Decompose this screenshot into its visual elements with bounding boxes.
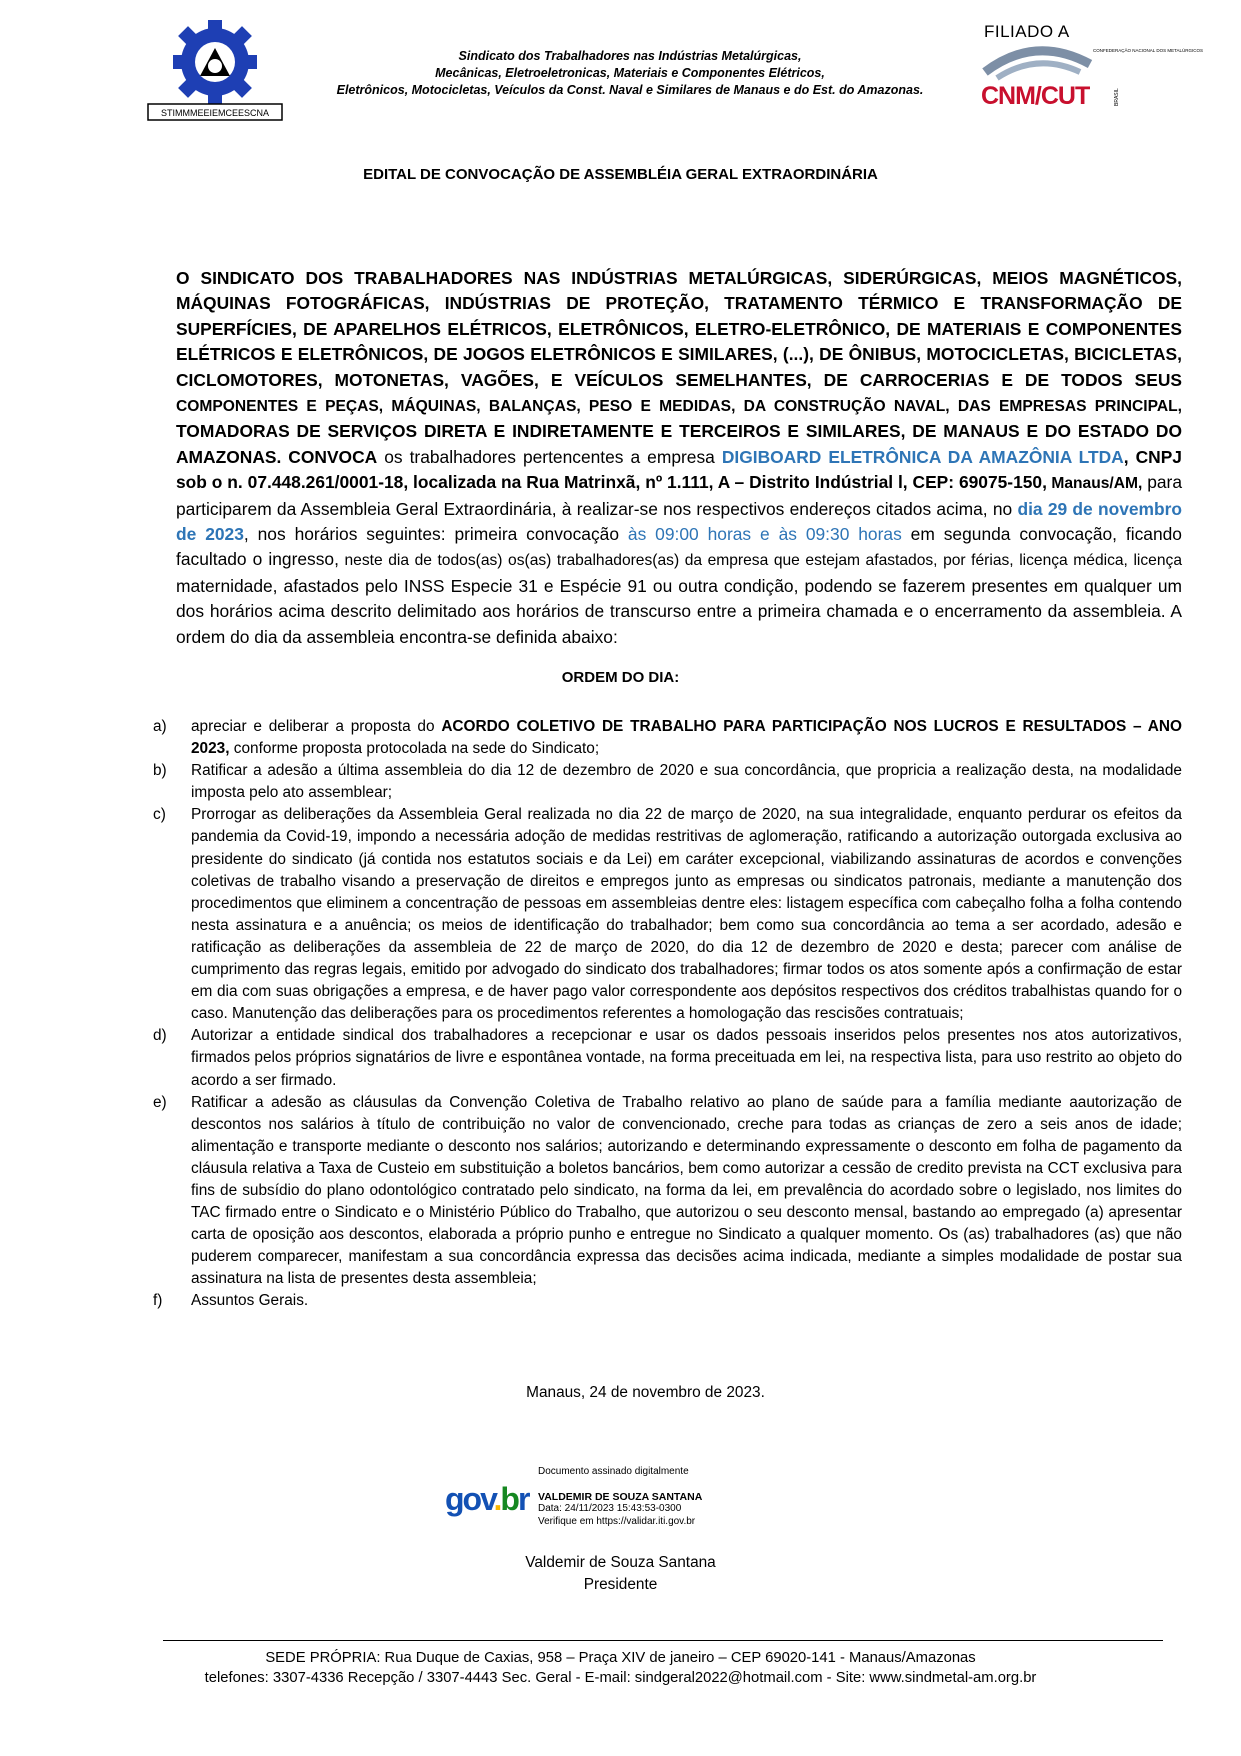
agenda-a-post: conforme proposta protocolada na sede do Sindicato; [229, 740, 600, 758]
signature-verify: Verifique em https://validar.iti.gov.br [538, 1515, 696, 1527]
agenda-letter: a) [153, 718, 167, 735]
digital-signature [538, 1466, 758, 1528]
intro-part-2: COMPONENTES E PEÇAS, MÁQUINAS, BALANÇAS, PESO E MEDIDAS, DA CONSTRUÇÃO NAVAL, DAS EMPRESAS PRINCIPAL, [176, 398, 1182, 416]
assembly-times: às 09:00 horas e às 09:30 horas [627, 524, 902, 545]
agenda-letter: b) [153, 762, 167, 780]
union-line-3: Eletrônicos, Motocicletas, Veículos da Const. Naval e Similares de Manaus e do Est. do Amazonas. [336, 83, 924, 97]
cnm-small-text: CONFEDERAÇÃO NACIONAL DOS METALÚRGICOS [1093, 48, 1204, 53]
intro-part-10: neste dia de todos(as) os(as) trabalhadores(as) da empresa que estejam afastados, por férias, licença médica, licença [338, 552, 1182, 570]
agenda-list [152, 716, 1182, 1313]
convocation-paragraph [176, 266, 1182, 650]
intro-part-8: , nos horários seguintes: primeira convocação [243, 524, 628, 545]
agenda-d-text: Autorizar a entidade sindical dos trabalhadores a recepcionar e usar os dados pessoais inseridos pelos presentes nos atos autorizativos, firmados pelos próprios signatários de livre e espontânea vontade, na forma preceituada em lei, na respectiva lista, para uso restrito ao objeto do acordo a ser firmado. [191, 1027, 1182, 1089]
agenda-c-text: Prorrogar as deliberações da Assembleia Geral realizada no dia 22 de março de 2020, na sua integralidade, enquanto perdurar os efeitos da pandemia da Covid-19, impondo a necessária adoção de medidas restritivas de aglomeração, ratificando a autorização outorgada exclusiva ao presidente do sindicato (já contida nos estatutos sociais e da Lei) em caráter excepcional, viabilizando assinaturas de acordos e convenções coletivas de trabalho visando a preservação de direitos e empregos junto as empresas ou sindicatos patronais, mediante a manutenção dos procedimentos que eliminem a concentração de pessoas em assembleias dentre eles: listagem específica com cabeçalho folha a folha contendo nesta assinatura e a anuência; os meios de identificação do trabalhador; bem como sua concordância ao tema a ser acordado, adesão e ratificação as deliberações da assembleia de 22 de março de 2020, do dia 12 de dezembro de 2020 e desta; parecer com análise de cumprimento das regras legais, emitido por advogado do sindicato dos trabalhadores; firmar todos os atos somente após a confirmação de estar em dia com suas obrigações a empresa, e de haver pago valor correspondente aos depósitos respectivos dos créditos trabalhistas quando for o caso. Manutenção das deliberações para os procedimentos referentes a homologação das rescisões contratuais; [191, 806, 1182, 1023]
signature-date: Data: 24/11/2023 15:43:53-0300 [538, 1503, 682, 1514]
place-date: Manaus, 24 de novembro de 2023. [526, 1384, 765, 1401]
agenda-f-text: Assuntos Gerais. [191, 1292, 309, 1310]
union-logo [140, 18, 290, 124]
gear-icon [173, 20, 257, 104]
assembly-date: dia 29 de novembro de 2023 [176, 498, 1183, 545]
union-line-2: Mecânicas, Eletroeletronicas, Materiais e Componentes Elétricos, [435, 66, 825, 80]
intro-part-3: TOMADORAS DE SERVIÇOS DIRETA E INDIRETAMENTE E TERCEIROS E SIMILARES, DE MANAUS E DO ESTADO DO AMAZONAS. CONVOCA [176, 421, 1182, 467]
document-title: EDITAL DE CONVOCAÇÃO DE ASSEMBLÉIA GERAL EXTRAORDINÁRIA [363, 166, 878, 183]
intro-part-7: para participarem da Assembleia Geral Extraordinária, à realizar-se nos respectivos endereços citados acima, no [176, 472, 1183, 519]
agenda-e-text: Ratificar a adesão as cláusulas da Convenção Coletiva de Trabalho relativo ao plano de saúde para a família mediante aautorização de descontos nos salários à título de contribuição no valor de convencionado, creche para todas as crianças de zero a seis anos de idade; alimentação e transporte mediante o desconto nos salários; autorizando e determinando expressamente o desconto em folha de pagamento da cláusula relativa a Taxa de Custeio em substituição a boletos bancários, bem como autorizar a cessão de credito prevista na CCT exclusiva para fins de subsídio do plano odontológico contratado pelo sindicato, na forma da lei, em prevalência do acordado sobre o legislado, nos limites do TAC firmado entre o Sindicato e o Ministério Público do Trabalho, que autorizou o seu desconto mensal, bastando ao empregado (a) apresentar carta de oposição aos descontos, elaborada a próprio punho e entregue no Sindicato a qualquer momento. Os (as) trabalhadores (as) que não puderem comparecer, manifestam a sua concordância expressa das decisões acima indicada, mediante a simples modalidade de postar sua assinatura na lista de presentes desta assembleia; [191, 1093, 1182, 1288]
agenda-a-pre: apreciar e deliberar a proposta do [191, 718, 442, 735]
intro-part-9: em segunda convocação, ficando facultado o ingresso, [176, 524, 1182, 570]
signature-name: VALDEMIR DE SOUZA SANTANA [538, 1490, 703, 1503]
cnm-cut-logo [975, 42, 1204, 114]
agenda-item-c [152, 804, 1182, 1025]
intro-part-11: maternidade, afastados pelo INSS Especie 31 e Espécie 91 ou outra condição, podendo se fazerem presentes em qualquer um dos horários acima descrito delimitado aos horários de transcurso entre a primeira chamada e o encerramento da assembleia. A ordem do dia da assembleia encontra-se definida abaixo: [176, 575, 1182, 647]
signer-role: Presidente [583, 1576, 658, 1593]
footer-address: SEDE PRÓPRIA: Rua Duque de Caxias, 958 – Praça XIV de janeiro – CEP 69020-141 - Manaus/Amazonas [265, 1650, 976, 1666]
signature-label: Documento assinado digitalmente [538, 1466, 689, 1477]
agenda-item-b [152, 760, 1182, 804]
footer-divider [163, 1640, 1163, 1641]
logo-left-text: STIMMMEEIEMCEESCNA [160, 108, 270, 118]
agenda-letter: d) [153, 1027, 167, 1045]
agenda-title: ORDEM DO DIA: [561, 669, 680, 686]
agenda-item-f [152, 1290, 1182, 1312]
agenda-a-bold: ACORDO COLETIVO DE TRABALHO PARA PARTICIPAÇÃO NOS LUCROS E RESULTADOS – ANO 2023, [191, 718, 1182, 758]
intro-part-1: O SINDICATO DOS TRABALHADORES NAS INDÚSTRIAS METALÚRGICAS, SIDERÚRGICAS, MEIOS MAGNÉTICOS, MÁQUINAS FOTOGRÁFICAS, INDÚSTRIAS DE PROTEÇÃO, TRATAMENTO TÉRMICO E TRANSFORMAÇÃO DE SUPERFÍCIES, DE APARELHOS ELÉTRICOS, ELETRÔNICOS, ELETRO-ELETRÔNICO, DE MATERIAIS E COMPONENTES ELÉTRICOS E ELETRÔNICOS, DE JOGOS ELETRÔNICOS E SIMILARES, (...), DE ÔNIBUS, MOTOCICLETAS, BICICLETAS, CICLOMOTORES, MOTONETAS, VAGÕES, E VEÍCULOS SEMELHANTES, DE CARROCERIAS E DE TODOS SEUS [176, 268, 1182, 390]
cnm-logo-text: CNM/CUT [981, 82, 1090, 110]
filiado-label: FILIADO A [984, 22, 1070, 41]
agenda-item-e [152, 1092, 1182, 1291]
agenda-letter: f) [153, 1292, 163, 1310]
brasil-text: BRASIL [1114, 88, 1120, 106]
union-line-1: Sindicato dos Trabalhadores nas Indústrias Metalúrgicas, [458, 49, 802, 63]
union-name [330, 48, 930, 99]
footer [0, 1648, 1241, 1688]
agenda-b-text: Ratificar a adesão a última assembleia do dia 12 de dezembro de 2020 e sua concordância, que propricia a realização desta, na modalidade imposta pelo ato assemblear; [191, 762, 1182, 802]
agenda-item-d [152, 1025, 1182, 1091]
govbr-logo [445, 1480, 535, 1520]
intro-part-6: Manaus/AM, [1046, 475, 1143, 493]
agenda-item-a [152, 716, 1182, 760]
svg-text:gov.br: gov.br [445, 1481, 529, 1517]
agenda-letter: c) [153, 806, 166, 824]
signer-name: Valdemir de Souza Santana [525, 1554, 716, 1571]
agenda-letter: e) [153, 1093, 167, 1111]
company-name: DIGIBOARD ELETRÔNICA DA AMAZÔNIA LTDA [721, 446, 1124, 467]
intro-part-5: , CNPJ sob o n. 07.448.261/0001-18, localizada na Rua Matrinxã, nº 1.111, A – Distrito Indústrial l, CEP: 69075-150, [176, 446, 1182, 493]
intro-part-4: os trabalhadores pertencentes a empresa [377, 446, 722, 467]
footer-contacts: telefones: 3307-4336 Recepção / 3307-4443 Sec. Geral - E-mail: sindgeral2022@hotmail.com - Site: www.sindmetal-am.org.br [204, 1670, 1037, 1686]
signer [0, 1552, 1241, 1596]
